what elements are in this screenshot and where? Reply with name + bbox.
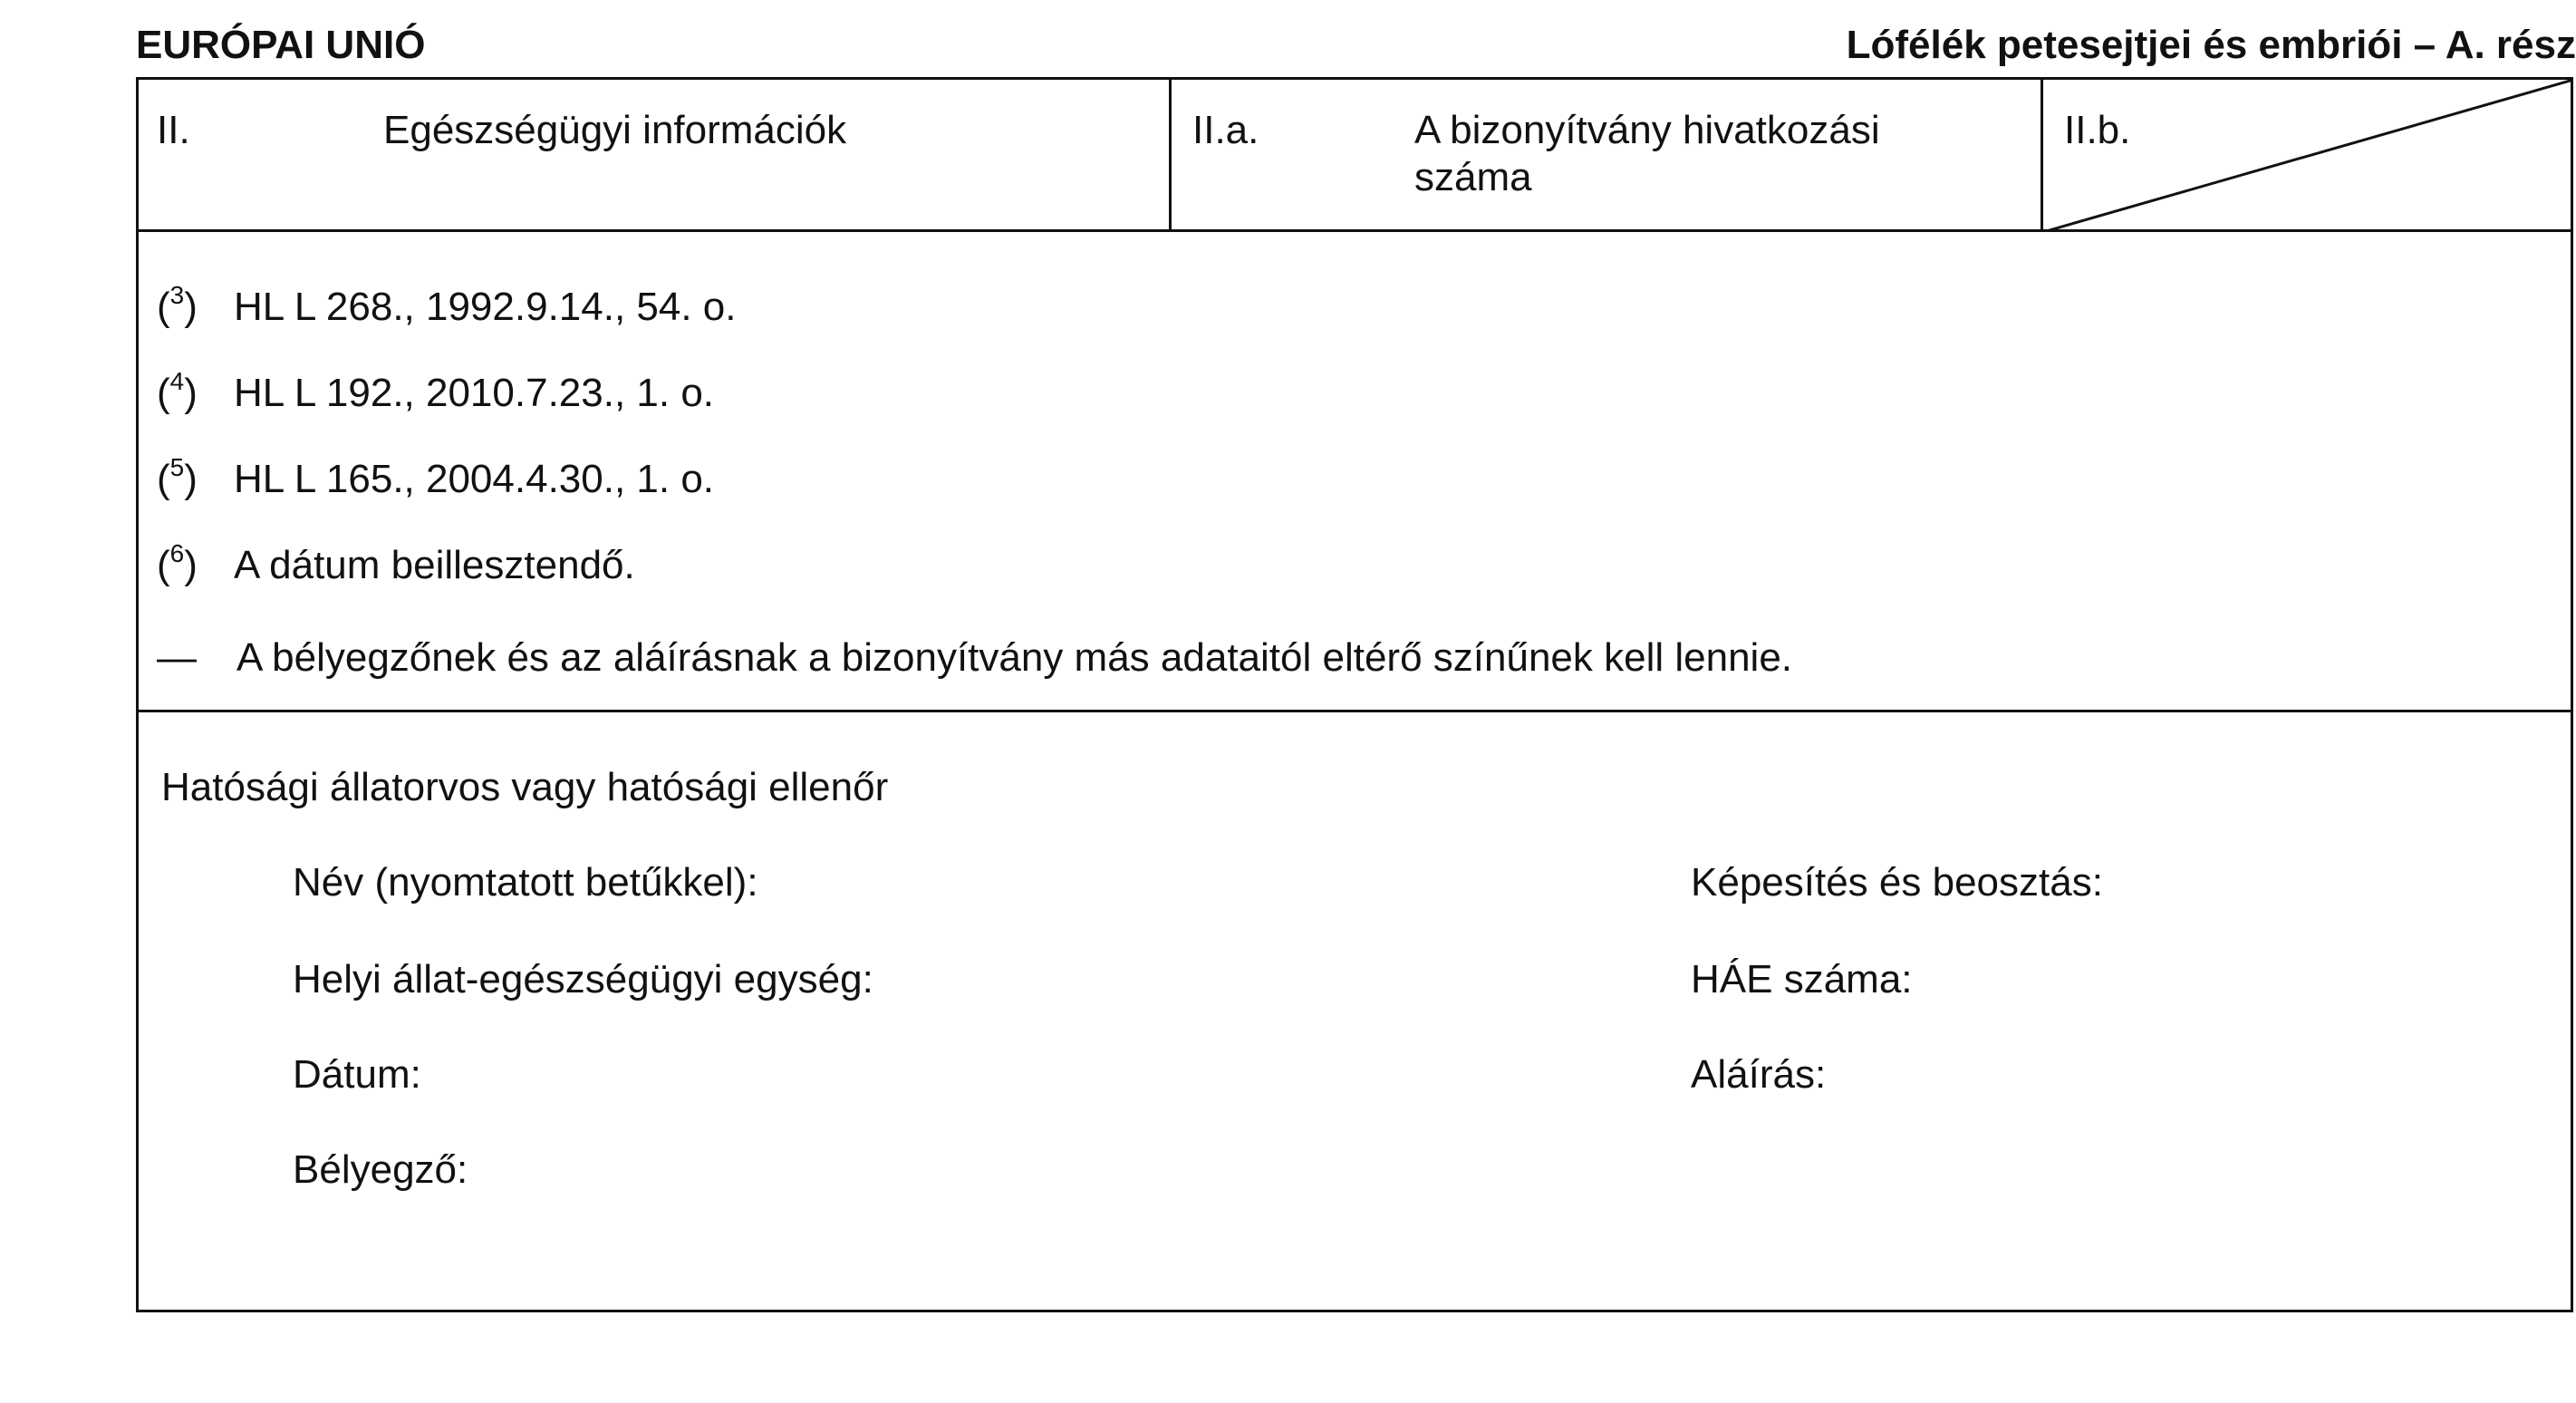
qualification-label: Képesítés és beosztás: [1691, 860, 2103, 905]
section-number: II. [157, 108, 190, 152]
certificate-frame [136, 77, 2573, 1312]
footnote-text: HL L 165., 2004.4.30., 1. o. [234, 457, 715, 501]
crossed-out-cell [2043, 80, 2573, 232]
row-divider-1 [139, 229, 2571, 232]
name-label: Név (nyomtatott betűkkel): [293, 860, 758, 905]
footnote-marker: 5 [169, 453, 185, 481]
footnote-marker: 4 [169, 367, 185, 395]
row-divider-2 [139, 710, 2571, 712]
stamp-label: Bélyegző: [293, 1147, 468, 1192]
unit-label: Helyi állat-egészségügyi egység: [293, 957, 873, 1001]
divider-vertical-a [1169, 80, 1172, 232]
section-b-number: II.b. [2064, 108, 2131, 152]
document-header-left: EURÓPAI UNIÓ [136, 23, 426, 67]
footnote-item: ($^4$) [157, 367, 198, 415]
section-title: Egészségügyi információk [383, 108, 847, 152]
footnote-marker: 3 [169, 281, 185, 309]
unit-number-label: HÁE száma: [1691, 957, 1913, 1001]
signature-label: Aláírás: [1691, 1052, 1827, 1097]
footnote-text: A dátum beillesztendő. [234, 543, 635, 587]
signatory-title: Hatósági állatorvos vagy hatósági ellenőr [161, 765, 889, 809]
reference-number-label: II.a. [1192, 108, 1259, 152]
reference-title-line2: száma [1414, 155, 1532, 199]
footnote-marker: 6 [169, 539, 185, 567]
footnote-text: HL L 192., 2010.7.23., 1. o. [234, 371, 715, 415]
note-dash: — [157, 635, 197, 680]
footnote-item: ($^3$) [157, 281, 198, 329]
date-label: Dátum: [293, 1052, 421, 1097]
footnote-item: ($^5$) [157, 453, 198, 501]
document-header-right: Lófélék petesejtjei és embriói – A. rész [1846, 23, 2576, 67]
footnote-item: ($^6$) [157, 539, 198, 587]
reference-title-line1: A bizonyítvány hivatkozási [1414, 108, 1880, 152]
footnote-text: HL L 268., 1992.9.14., 54. o. [234, 285, 737, 329]
note-text: A bélyegzőnek és az aláírásnak a bizonyítvány más adataitól eltérő színűnek kell lennie. [236, 635, 1793, 680]
